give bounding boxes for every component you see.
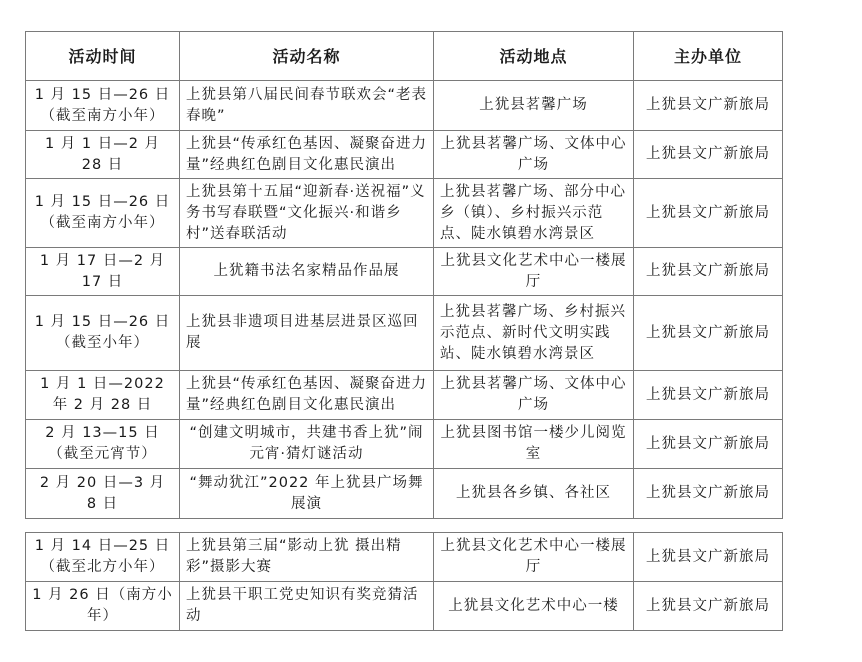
cell-place: 上犹县茗馨广场、文体中心广场 <box>434 131 634 179</box>
table-header-row <box>26 32 783 81</box>
cell-place: 上犹县文化艺术中心一楼 <box>434 582 634 631</box>
table-row <box>26 420 783 469</box>
header-time: 活动时间 <box>26 32 180 81</box>
cell-place: 上犹县各乡镇、各社区 <box>434 469 634 519</box>
cell-name: “创建文明城市，共建书香上犹”闹元宵·猜灯谜活动 <box>180 420 434 469</box>
cell-host: 上犹县文广新旅局 <box>634 420 783 469</box>
table-row <box>26 296 783 371</box>
cell-name: 上犹县第三届“影动上犹 摄出精彩”摄影大赛 <box>180 533 434 582</box>
cell-time: 1 月 14 日—25 日（截至北方小年） <box>26 533 180 582</box>
table-row <box>26 582 783 631</box>
cell-host: 上犹县文广新旅局 <box>634 296 783 371</box>
cell-host: 上犹县文广新旅局 <box>634 131 783 179</box>
cell-name: 上犹县第十五届“迎新春·送祝福”义务书写春联暨“文化振兴·和谐乡村”送春联活动 <box>180 179 434 248</box>
header-name: 活动名称 <box>180 32 434 81</box>
cell-host: 上犹县文广新旅局 <box>634 469 783 519</box>
cell-name: 上犹县第八届民间春节联欢会“老表春晚” <box>180 81 434 131</box>
cell-place: 上犹县图书馆一楼少儿阅览室 <box>434 420 634 469</box>
table-row <box>26 371 783 420</box>
cell-place: 上犹县茗馨广场、部分中心乡（镇）、乡村振兴示范点、陡水镇碧水湾景区 <box>434 179 634 248</box>
table-row <box>26 81 783 131</box>
cell-time: 1 月 26 日（南方小年） <box>26 582 180 631</box>
cell-host: 上犹县文广新旅局 <box>634 179 783 248</box>
cell-name: “舞动犹江”2022 年上犹县广场舞展演 <box>180 469 434 519</box>
cell-host: 上犹县文广新旅局 <box>634 533 783 582</box>
cell-time: 1 月 1 日—2 月 28 日 <box>26 131 180 179</box>
cell-host: 上犹县文广新旅局 <box>634 248 783 296</box>
cell-time: 2 月 13—15 日（截至元宵节） <box>26 420 180 469</box>
cell-place: 上犹县文化艺术中心一楼展厅 <box>434 248 634 296</box>
events-table <box>25 31 783 519</box>
cell-name: 上犹县非遗项目进基层进景区巡回展 <box>180 296 434 371</box>
table-row <box>26 248 783 296</box>
cell-host: 上犹县文广新旅局 <box>634 81 783 131</box>
cell-host: 上犹县文广新旅局 <box>634 582 783 631</box>
cell-place: 上犹县茗馨广场、乡村振兴示范点、新时代文明实践站、陡水镇碧水湾景区 <box>434 296 634 371</box>
cell-time: 2 月 20 日—3 月 8 日 <box>26 469 180 519</box>
table-row <box>26 179 783 248</box>
cell-time: 1 月 15 日—26 日（截至南方小年） <box>26 179 180 248</box>
cell-place: 上犹县茗馨广场 <box>434 81 634 131</box>
cell-place: 上犹县茗馨广场、文体中心广场 <box>434 371 634 420</box>
cell-time: 1 月 1 日—2022 年 2 月 28 日 <box>26 371 180 420</box>
cell-host: 上犹县文广新旅局 <box>634 371 783 420</box>
cell-time: 1 月 15 日—26 日（截至南方小年） <box>26 81 180 131</box>
header-place: 活动地点 <box>434 32 634 81</box>
cell-name: 上犹籍书法名家精品作品展 <box>180 248 434 296</box>
events-table-continued <box>25 532 783 631</box>
cell-place: 上犹县文化艺术中心一楼展厅 <box>434 533 634 582</box>
cell-time: 1 月 15 日—26 日（截至小年） <box>26 296 180 371</box>
cell-time: 1 月 17 日—2 月 17 日 <box>26 248 180 296</box>
table-row <box>26 533 783 582</box>
cell-name: 上犹县“传承红色基因、凝聚奋进力量”经典红色剧目文化惠民演出 <box>180 131 434 179</box>
cell-name: 上犹县干职工党史知识有奖竞猜活动 <box>180 582 434 631</box>
table-row <box>26 131 783 179</box>
table-row <box>26 469 783 519</box>
cell-name: 上犹县“传承红色基因、凝聚奋进力量”经典红色剧目文化惠民演出 <box>180 371 434 420</box>
header-host: 主办单位 <box>634 32 783 81</box>
